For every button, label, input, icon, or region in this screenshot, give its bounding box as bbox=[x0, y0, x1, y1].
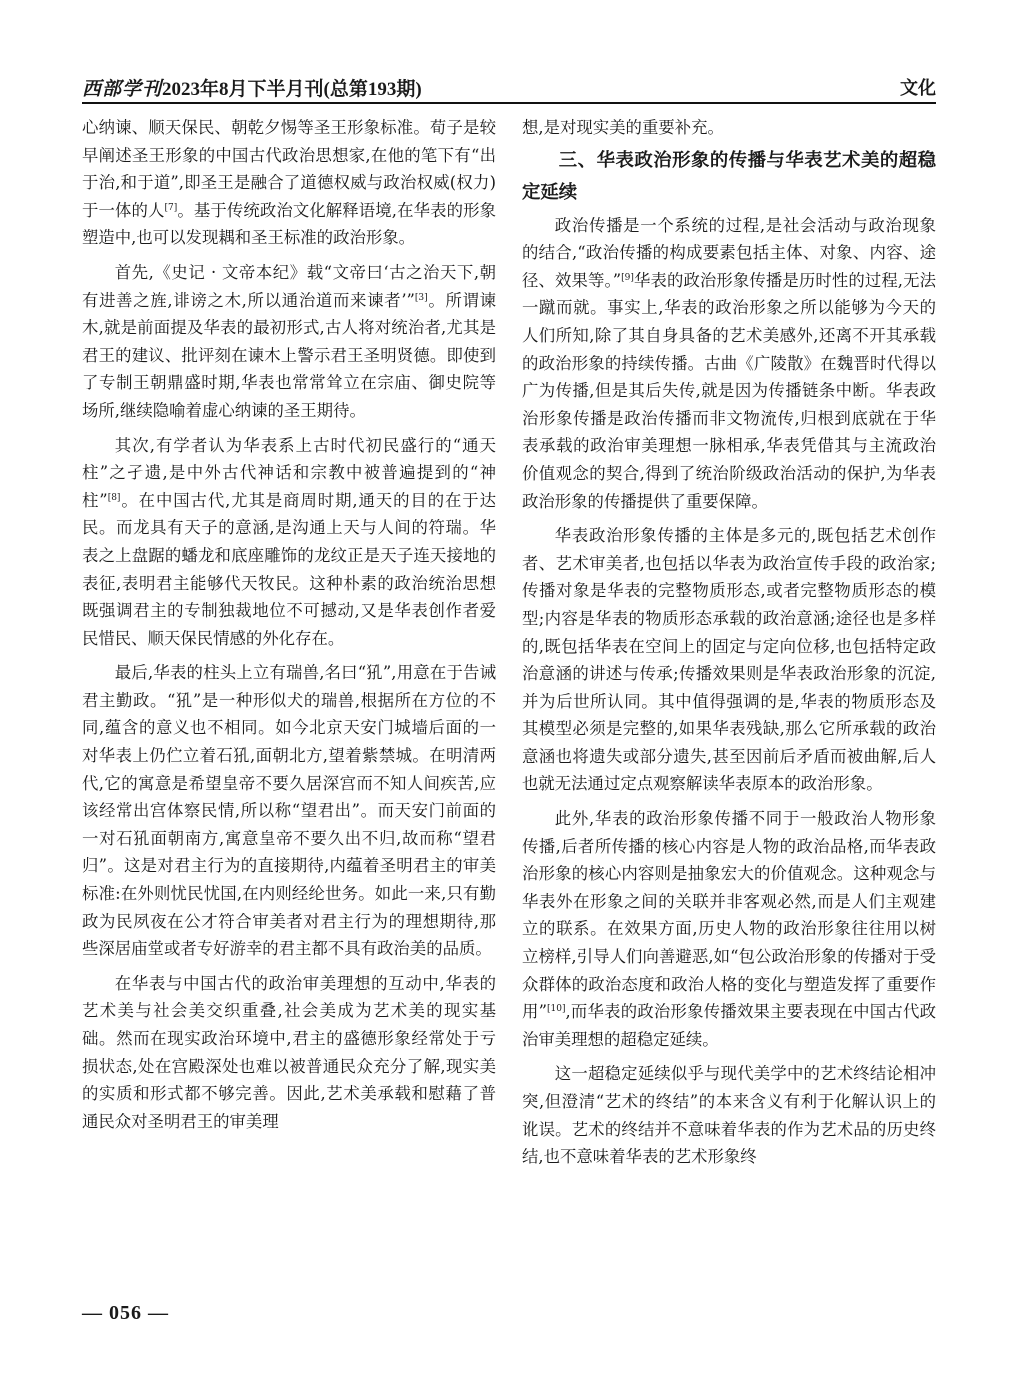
paragraph bbox=[522, 212, 936, 516]
paragraph bbox=[82, 114, 496, 252]
page-header bbox=[82, 70, 936, 100]
paragraph-text: 最后,华表的柱头上立有瑞兽,名曰“犼”,用意在于告诫君主勤政。“犼”是一种形似犬的瑞兽,根据所在方位的不同,蕴含的意义也不相同。如今北京天安门城墙后面的一对华表上仍伫立着石犼,面朝北方,望着紫禁城。在明清两代,它的寓意是希望皇帝不要久居深宫而不知人间疾苦,应该经常出宫体察民情,所以称“望君出”。而天安门前面的一对石犼面朝南方,寓意皇帝不要久出不归,故而称“望君归”。这是对君主行为的直接期待,内蕴着圣明君主的审美标准:在外则忧民忧国,在内则经纶世务。如此一来,只有勤政为民夙夜在公才符合审美者对君主行为的理想期待,那些深居庙堂或者专好游幸的君主都不具有政治美的品质。 bbox=[82, 663, 496, 959]
citation-ref: [3] bbox=[414, 292, 428, 303]
citation-ref: [9] bbox=[621, 272, 634, 283]
section-heading: 三、华表政治形象的传播与华表艺术美的超稳定延续 bbox=[522, 149, 936, 203]
paragraph-text: 。所谓谏木,就是前面提及华表的最初形式,古人将对统治者,尤其是君王的建议、批评刻在谏木上警示君王圣明贤德。即使到了专制王朝鼎盛时期,华表也常常耸立在宗庙、御史院等场所,继续隐喻着虚心纳谏的圣王期待。 bbox=[82, 290, 497, 420]
citation-ref: [10] bbox=[546, 1004, 566, 1015]
paragraph-text: 华表的政治形象传播是历时性的过程,无法一蹴而就。事实上,华表的政治形象之所以能够为今天的人们所知,除了其自身具备的艺术美感外,还离不开其承载的政治形象的持续传播。古曲《广陵散》在魏晋时代得以广为传播,但是其后失传,就是因为传播链条中断。华表政治形象传播是政治传播而非文物流传,归根到底就在于华表承载的政治审美理想一脉相承,华表凭借其与主流政治价值观念的契合,得到了统治阶级政治活动的保护,为华表政治形象的传播提供了重要保障。 bbox=[522, 270, 936, 511]
left-column bbox=[82, 114, 496, 1135]
paragraph-text: 。基于传统政治文化解释语境,在华表的形象塑造中,也可以发现耦和圣王标准的政治形象。 bbox=[82, 200, 496, 248]
journal-logo: 西部学刊 bbox=[82, 78, 163, 100]
paragraph-text: 。在中国古代,尤其是商周时期,通天的目的在于达民。而龙具有天子的意涵,是沟通上天与人间的符瑞。华表之上盘踞的蟠龙和底座雕饰的龙纹正是天子连天接地的表征,表明君主能够代天牧民。这种朴素的政治统治思想既强调君主的专制独裁地位不可撼动,又是华表创作者爱民惜民、顺天保民情感的外化存在。 bbox=[82, 490, 496, 648]
page-number: — 056 — bbox=[82, 1302, 169, 1324]
paragraph-text: 想,是对现实美的重要补充。 bbox=[522, 118, 724, 137]
paragraph-text: 在华表与中国古代的政治审美理想的互动中,华表的艺术美与社会美交织重叠,社会美成为艺术美的现实基础。然而在现实政治环境中,君主的盛德形象经常处于亏损状态,处在宫殿深处也难以被普通民众充分了解,现实美的实质和形式都不够完善。因此,艺术美承载和慰藉了普通民众对圣明君王的审美理 bbox=[82, 973, 496, 1131]
paragraph-text: 这一超稳定延续似乎与现代美学中的艺术终结论相冲突,但澄清“艺术的终结”的本来含义有利于化解认识上的讹误。艺术的终结并不意味着华表的作为艺术品的历史终结,也不意味着华表的艺术形象终 bbox=[522, 1064, 936, 1167]
paragraph-text: 政治传播是一个系统的过程,是社会活动与政治现象的结合,“政治传播的构成要素包括主体、对象、内容、途径、效果等。” bbox=[522, 215, 936, 290]
header-rule bbox=[82, 102, 936, 104]
paragraph bbox=[82, 970, 496, 1136]
paragraph bbox=[522, 1060, 936, 1170]
paragraph-text: ,而华表的政治形象传播效果主要表现在中国古代政治审美理想的超稳定延续。 bbox=[522, 1002, 936, 1049]
paragraph bbox=[522, 114, 936, 142]
paragraph bbox=[82, 259, 496, 425]
paragraph-text: 华表政治形象传播的主体是多元的,既包括艺术创作者、艺术审美者,也包括以华表为政治宣传手段的政治家;传播对象是华表的完整物质形态,或者完整物质形态的模型;内容是华表的物质形态承载的政治意涵;途径也是多样的,既包括华表在空间上的固定与定向位移,也包括特定政治意涵的讲述与传承;传播效果则是华表政治形象的沉淀,并为后世所认同。其中值得强调的是,华表的物质形态及其模型必须是完整的,如果华表残缺,那么它所承载的政治意涵也将遗失或部分遗失,甚至因前后矛盾而被曲解,后人也就无法通过定点观察解读华表原本的政治形象。 bbox=[522, 526, 936, 794]
section-label: 文化 bbox=[900, 78, 936, 99]
journal-title bbox=[82, 74, 422, 101]
paragraph-text: 此外,华表的政治形象传播不同于一般政治人物形象传播,后者所传播的核心内容是人物的政治品格,而华表政治形象的核心内容则是抽象宏大的价值观念。这种观念与华表外在形象之间的关联并非客观必然,而是人们主观建立的联系。在效果方面,历史人物的政治形象往往用以树立榜样,引导人们向善避恶,如“包公政治形象的传播对于受众群体的政治态度和政治人格的变化与塑造发挥了重要作用” bbox=[522, 809, 936, 1022]
paragraph bbox=[82, 659, 496, 963]
paragraph-text: 首先,《史记 · 文帝本纪》载“文帝曰‘古之治天下,朝有进善之旌,诽谤之木,所以通治道而来谏者’” bbox=[82, 262, 496, 310]
citation-ref: [8] bbox=[107, 492, 121, 503]
paragraph-text: 心纳谏、顺天保民、朝乾夕惕等圣王形象标准。荀子是较早阐述圣王形象的中国古代政治思想家,在他的笔下有“出于治,和于道”,即圣王是融合了道德权威与政治权威(权力)于一体的人 bbox=[82, 118, 496, 220]
paragraph-text: 其次,有学者认为华表系上古时代初民盛行的“通天柱”之孑遗,是中外古代神话和宗教中被普遍提到的“神柱” bbox=[82, 435, 496, 510]
citation-ref: [7] bbox=[164, 202, 178, 213]
paragraph bbox=[82, 432, 496, 653]
paragraph bbox=[522, 805, 936, 1053]
journal-issue: 2023年8月下半月刊(总第193期) bbox=[162, 79, 422, 100]
right-column bbox=[522, 114, 936, 1171]
paragraph bbox=[522, 522, 936, 798]
